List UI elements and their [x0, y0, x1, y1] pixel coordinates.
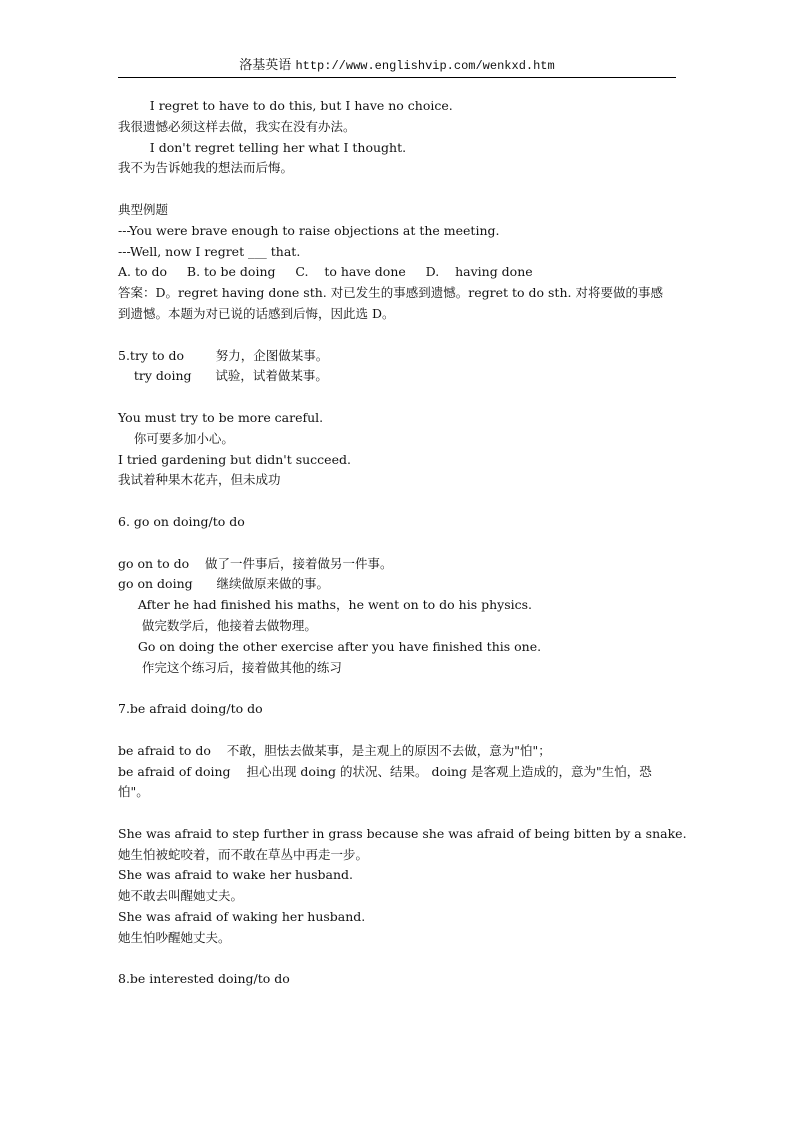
text-line: 她不敢去叫醒她丈夫。	[118, 888, 244, 904]
text-line: 你可要多加小心。	[118, 430, 234, 446]
text-line: 怕"。	[118, 784, 149, 800]
blank-line	[118, 678, 678, 699]
blank-line	[118, 720, 678, 741]
text-line: try doing 试验，试着做某事。	[118, 368, 328, 384]
text-line: She was afraid to wake her husband.	[118, 867, 354, 883]
blank-line	[118, 491, 678, 512]
text-line: 我试着种果木花卉，但未成功	[118, 472, 281, 488]
text-line: She was afraid to step further in grass because she was afraid of being bitten by a snake.	[118, 825, 687, 841]
text-line: be afraid of doing 担心出现 doing 的状况、结果。 doing 是客观上造成的，意为"生怕，恐	[118, 763, 652, 779]
text-line: go on doing 继续做原来做的事。	[118, 576, 329, 592]
text-line: I tried gardening but didn't succeed.	[118, 451, 351, 467]
text-line: 我不为告诉她我的想法而后悔。	[118, 160, 294, 176]
text-line: After he had finished his maths，he went on to do his physics.	[118, 597, 533, 613]
text-line: I don't regret telling her what I thought.	[118, 139, 407, 155]
text-line: 答案：D。regret having done sth. 对已发生的事感到遗憾。regret to do sth. 对将要做的事感	[118, 285, 663, 301]
text-line: 6. go on doing/to do	[118, 513, 245, 529]
blank-line	[118, 325, 678, 346]
text-line: 8.be interested doing/to do	[118, 971, 290, 987]
blank-line	[118, 949, 678, 970]
header-url: http://www.englishvip.com/wenkxd.htm	[295, 59, 555, 73]
blank-line	[118, 803, 678, 824]
blank-line	[118, 387, 678, 408]
header-brand: 洛基英语	[239, 58, 292, 73]
text-line: 她生怕吵醒她丈夫。	[118, 929, 231, 945]
text-line: 做完数学后，他接着去做物理。	[118, 617, 317, 633]
text-line: 到遗憾。本题为对已说的话感到后悔，因此选 D。	[118, 305, 395, 321]
blank-line	[118, 533, 678, 554]
text-line: ---Well, now I regret ___ that.	[118, 243, 301, 259]
text-line: 5.try to do 努力，企图做某事。	[118, 347, 329, 363]
blank-line	[118, 179, 678, 200]
text-line: She was afraid of waking her husband.	[118, 909, 366, 925]
text-line: 我很遗憾必须这样去做，我实在没有办法。	[118, 118, 356, 134]
text-line: 作完这个练习后，接着做其他的练习	[118, 659, 342, 675]
text-line: I regret to have to do this, but I have no choice.	[118, 98, 453, 113]
document-body	[118, 96, 687, 990]
text-line: 她生怕被蛇咬着，而不敢在草丛中再走一步。	[118, 846, 369, 862]
text-line: Go on doing the other exercise after you have finished this one.	[118, 638, 542, 654]
text-line: You must try to be more careful.	[118, 409, 324, 425]
text-line: ---You were brave enough to raise objections at the meeting.	[118, 222, 500, 238]
text-line: A. to do B. to be doing C. to have done D. having done	[118, 264, 533, 280]
text-line: 典型例题	[118, 201, 169, 217]
page-header	[118, 57, 676, 75]
text-line: be afraid to do 不敢，胆怯去做某事，是主观上的原因不去做，意为"怕"；	[118, 742, 551, 758]
header-rule	[118, 77, 676, 78]
text-line: go on to do 做了一件事后，接着做另一件事。	[118, 555, 393, 571]
text-line: 7.be afraid doing/to do	[118, 701, 263, 717]
